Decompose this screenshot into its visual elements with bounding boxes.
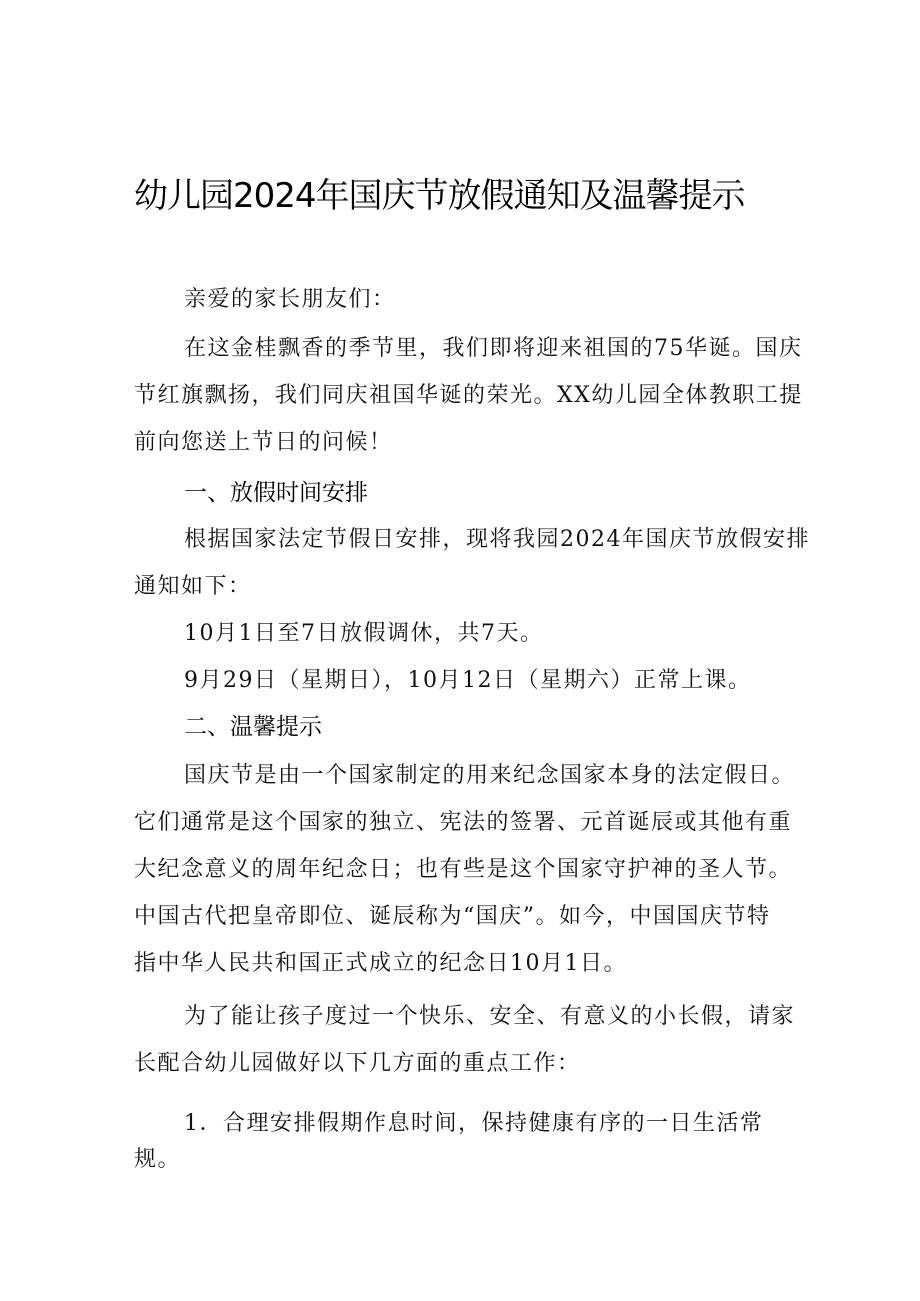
list-item-line: 1．合理安排假期作息时间，保持健康有序的一日生活常 bbox=[184, 1111, 764, 1136]
section2-line: 长配合幼儿园做好以下几方面的重点工作： bbox=[134, 1051, 581, 1076]
section2-line: 国庆节是由一个国家制定的用来纪念国家本身的法定假日。 bbox=[184, 763, 796, 788]
greeting-text: 亲爱的家长朋友们： bbox=[184, 287, 396, 312]
makeup-workdays bbox=[134, 657, 844, 704]
section2-heading: 二、温馨提示 bbox=[184, 714, 322, 740]
list-item-line: 规。 bbox=[134, 1147, 182, 1172]
intro-paragraph bbox=[134, 325, 803, 466]
list-item-1 bbox=[134, 1100, 794, 1183]
section1-line: 通知如下： bbox=[134, 574, 252, 599]
section1-heading: 一、放假时间安排 bbox=[184, 480, 368, 506]
section1-paragraph bbox=[134, 516, 810, 610]
section2-line: 指中华人民共和国正式成立的纪念日10月1日。 bbox=[134, 951, 627, 976]
section2-line: 中国古代把皇帝即位、诞辰称为“国庆”。如今，中国国庆节特 bbox=[134, 904, 771, 929]
section2-line: 为了能让孩子度过一个快乐、安全、有意义的小长假，请家 bbox=[184, 1004, 796, 1029]
intro-line: 在这金桂飘香的季节里，我们即将迎来祖国的75华诞。国庆 bbox=[184, 336, 803, 361]
intro-line: 前向您送上节日的问候！ bbox=[134, 430, 393, 455]
intro-line: 节红旗飘扬，我们同庆祖国华诞的荣光。XX幼儿园全体教职工提 bbox=[134, 383, 803, 408]
holiday-dates bbox=[134, 610, 844, 657]
section2-paragraph-1 bbox=[134, 752, 794, 987]
section1-line: 根据国家法定节假日安排，现将我园2024年国庆节放假安排 bbox=[184, 527, 810, 552]
document-title: 幼儿园2024年国庆节放假通知及温馨提示 bbox=[134, 176, 745, 216]
section2-line: 它们通常是这个国家的独立、宪法的签署、元首诞辰或其他有重 bbox=[134, 810, 793, 835]
greeting bbox=[134, 276, 844, 323]
holiday-dates-text: 10月1日至7日放假调休，共7天。 bbox=[184, 621, 544, 646]
makeup-workdays-text: 9月29日（星期日），10月12日（星期六）正常上课。 bbox=[184, 668, 752, 693]
section2-paragraph-2 bbox=[134, 993, 794, 1087]
section2-line: 大纪念意义的周年纪念日；也有些是这个国家守护神的圣人节。 bbox=[134, 857, 793, 882]
